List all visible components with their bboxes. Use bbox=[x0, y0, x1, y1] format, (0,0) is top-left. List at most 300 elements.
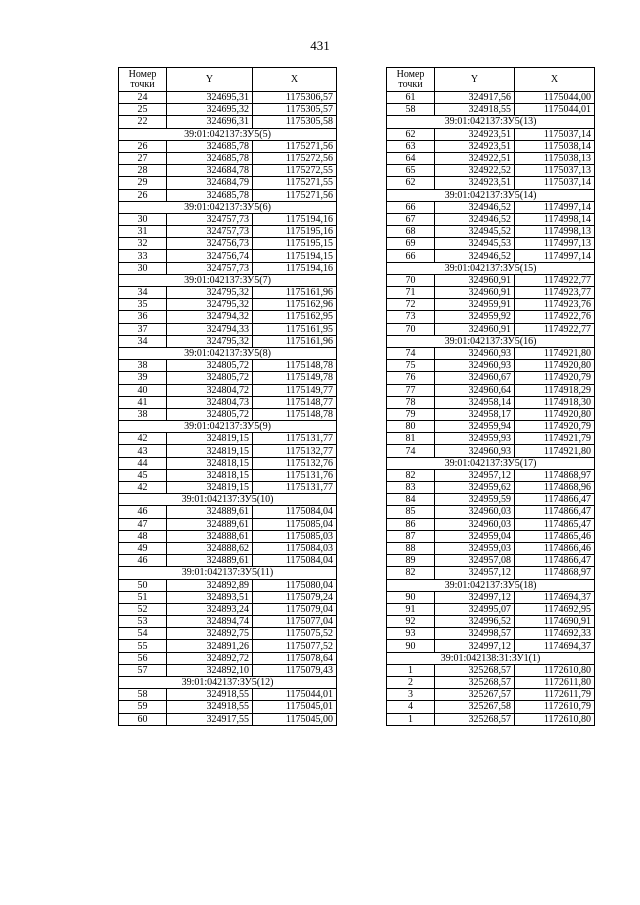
table-row bbox=[119, 628, 337, 640]
x-coordinate-cell: 1174866,47 bbox=[515, 506, 595, 518]
table-row bbox=[387, 165, 595, 177]
section-row bbox=[387, 262, 595, 274]
x-coordinate-cell: 1175044,00 bbox=[515, 92, 595, 104]
table-row bbox=[119, 482, 337, 494]
point-number-cell: 75 bbox=[387, 360, 435, 372]
point-number-cell: 56 bbox=[119, 652, 167, 664]
y-coordinate-cell: 324794,33 bbox=[167, 323, 253, 335]
table-row bbox=[387, 384, 595, 396]
table-row bbox=[119, 591, 337, 603]
y-coordinate-cell: 324946,52 bbox=[435, 213, 515, 225]
point-number-cell: 24 bbox=[119, 92, 167, 104]
y-coordinate-cell: 324696,31 bbox=[167, 116, 253, 128]
y-coordinate-cell: 324804,72 bbox=[167, 384, 253, 396]
section-row bbox=[119, 201, 337, 213]
x-coordinate-cell: 1175079,24 bbox=[253, 591, 337, 603]
y-coordinate-cell: 324957,12 bbox=[435, 469, 515, 481]
table-row bbox=[387, 482, 595, 494]
point-number-cell: 68 bbox=[387, 226, 435, 238]
x-coordinate-cell: 1175084,03 bbox=[253, 542, 337, 554]
x-coordinate-cell: 1174918,30 bbox=[515, 396, 595, 408]
header-y: Y bbox=[167, 68, 253, 92]
y-coordinate-cell: 324695,31 bbox=[167, 92, 253, 104]
y-coordinate-cell: 324756,73 bbox=[167, 238, 253, 250]
x-coordinate-cell: 1175084,04 bbox=[253, 506, 337, 518]
point-number-cell: 59 bbox=[119, 701, 167, 713]
y-coordinate-cell: 324923,51 bbox=[435, 177, 515, 189]
x-coordinate-cell: 1174921,80 bbox=[515, 445, 595, 457]
table-row bbox=[119, 213, 337, 225]
y-coordinate-cell: 324960,91 bbox=[435, 287, 515, 299]
y-coordinate-cell: 324960,03 bbox=[435, 518, 515, 530]
point-number-cell: 25 bbox=[119, 104, 167, 116]
point-number-cell: 62 bbox=[387, 128, 435, 140]
section-row bbox=[387, 116, 595, 128]
x-coordinate-cell: 1174923,77 bbox=[515, 287, 595, 299]
point-number-cell: 60 bbox=[119, 713, 167, 725]
point-number-cell: 26 bbox=[119, 140, 167, 152]
y-coordinate-cell: 324960,93 bbox=[435, 347, 515, 359]
y-coordinate-cell: 324923,51 bbox=[435, 128, 515, 140]
x-coordinate-cell: 1175085,04 bbox=[253, 518, 337, 530]
y-coordinate-cell: 324795,32 bbox=[167, 299, 253, 311]
y-coordinate-cell: 324684,79 bbox=[167, 177, 253, 189]
point-number-cell: 77 bbox=[387, 384, 435, 396]
x-coordinate-cell: 1172610,79 bbox=[515, 701, 595, 713]
y-coordinate-cell: 324889,61 bbox=[167, 555, 253, 567]
y-coordinate-cell: 324757,73 bbox=[167, 262, 253, 274]
x-coordinate-cell: 1174920,80 bbox=[515, 360, 595, 372]
y-coordinate-cell: 324918,55 bbox=[167, 689, 253, 701]
table-row bbox=[119, 396, 337, 408]
parcel-section-label: 39:01:042137:ЗУ5(12) bbox=[119, 677, 337, 689]
y-coordinate-cell: 324917,55 bbox=[167, 713, 253, 725]
y-coordinate-cell: 324818,15 bbox=[167, 457, 253, 469]
y-coordinate-cell: 324960,64 bbox=[435, 384, 515, 396]
point-number-cell: 53 bbox=[119, 616, 167, 628]
section-row bbox=[387, 579, 595, 591]
table-row bbox=[119, 299, 337, 311]
point-number-cell: 3 bbox=[387, 689, 435, 701]
table-row bbox=[387, 360, 595, 372]
table-row bbox=[119, 506, 337, 518]
x-coordinate-cell: 1174868,97 bbox=[515, 469, 595, 481]
y-coordinate-cell: 324997,12 bbox=[435, 640, 515, 652]
x-coordinate-cell: 1175078,64 bbox=[253, 652, 337, 664]
point-number-cell: 83 bbox=[387, 482, 435, 494]
y-coordinate-cell: 324997,12 bbox=[435, 591, 515, 603]
x-coordinate-cell: 1174997,14 bbox=[515, 201, 595, 213]
y-coordinate-cell: 324945,53 bbox=[435, 238, 515, 250]
table-row bbox=[119, 311, 337, 323]
table-row bbox=[387, 177, 595, 189]
x-coordinate-cell: 1174921,80 bbox=[515, 347, 595, 359]
y-coordinate-cell: 324960,93 bbox=[435, 360, 515, 372]
y-coordinate-cell: 324892,10 bbox=[167, 664, 253, 676]
point-number-cell: 40 bbox=[119, 384, 167, 396]
section-row bbox=[119, 347, 337, 359]
point-number-cell: 41 bbox=[119, 396, 167, 408]
y-coordinate-cell: 324957,08 bbox=[435, 555, 515, 567]
table-row bbox=[387, 238, 595, 250]
table-row bbox=[119, 603, 337, 615]
x-coordinate-cell: 1175194,16 bbox=[253, 213, 337, 225]
y-coordinate-cell: 324819,15 bbox=[167, 433, 253, 445]
point-number-cell: 22 bbox=[119, 116, 167, 128]
table-row bbox=[119, 555, 337, 567]
x-coordinate-cell: 1175272,56 bbox=[253, 152, 337, 164]
x-coordinate-cell: 1175037,13 bbox=[515, 165, 595, 177]
point-number-cell: 76 bbox=[387, 372, 435, 384]
point-number-cell: 89 bbox=[387, 555, 435, 567]
x-coordinate-cell: 1175044,01 bbox=[515, 104, 595, 116]
y-coordinate-cell: 324959,04 bbox=[435, 530, 515, 542]
point-number-cell: 85 bbox=[387, 506, 435, 518]
table-row bbox=[387, 494, 595, 506]
x-coordinate-cell: 1175161,96 bbox=[253, 287, 337, 299]
parcel-section-label: 39:01:042137:ЗУ5(10) bbox=[119, 494, 337, 506]
point-number-cell: 90 bbox=[387, 640, 435, 652]
table-row bbox=[387, 201, 595, 213]
y-coordinate-cell: 324819,15 bbox=[167, 445, 253, 457]
table-row bbox=[119, 104, 337, 116]
x-coordinate-cell: 1175084,04 bbox=[253, 555, 337, 567]
table-row bbox=[387, 226, 595, 238]
table-row bbox=[119, 360, 337, 372]
point-number-cell: 67 bbox=[387, 213, 435, 225]
y-coordinate-cell: 324888,61 bbox=[167, 530, 253, 542]
point-number-cell: 28 bbox=[119, 165, 167, 177]
table-row bbox=[119, 713, 337, 725]
point-number-cell: 51 bbox=[119, 591, 167, 603]
table-row bbox=[387, 689, 595, 701]
x-coordinate-cell: 1175271,55 bbox=[253, 177, 337, 189]
table-row bbox=[387, 664, 595, 676]
table-row bbox=[387, 445, 595, 457]
y-coordinate-cell: 324757,73 bbox=[167, 213, 253, 225]
y-coordinate-cell: 324819,15 bbox=[167, 482, 253, 494]
point-number-cell: 82 bbox=[387, 469, 435, 481]
section-row bbox=[119, 274, 337, 286]
y-coordinate-cell: 324960,93 bbox=[435, 445, 515, 457]
table-row bbox=[119, 384, 337, 396]
x-coordinate-cell: 1174866,46 bbox=[515, 542, 595, 554]
table-row bbox=[119, 701, 337, 713]
point-number-cell: 90 bbox=[387, 591, 435, 603]
table-row bbox=[387, 250, 595, 262]
table-row bbox=[119, 226, 337, 238]
header-y: Y bbox=[435, 68, 515, 92]
table-row bbox=[119, 189, 337, 201]
y-coordinate-cell: 324805,72 bbox=[167, 408, 253, 420]
x-coordinate-cell: 1175131,77 bbox=[253, 482, 337, 494]
x-coordinate-cell: 1175305,58 bbox=[253, 116, 337, 128]
y-coordinate-cell: 324888,62 bbox=[167, 542, 253, 554]
table-row bbox=[387, 128, 595, 140]
y-coordinate-cell: 324892,72 bbox=[167, 652, 253, 664]
x-coordinate-cell: 1175305,57 bbox=[253, 104, 337, 116]
x-coordinate-cell: 1175132,76 bbox=[253, 457, 337, 469]
table-row bbox=[119, 616, 337, 628]
table-row bbox=[387, 152, 595, 164]
point-number-cell: 29 bbox=[119, 177, 167, 189]
x-coordinate-cell: 1175131,77 bbox=[253, 433, 337, 445]
point-number-cell: 1 bbox=[387, 664, 435, 676]
point-number-cell: 70 bbox=[387, 323, 435, 335]
x-coordinate-cell: 1175148,77 bbox=[253, 396, 337, 408]
table-row bbox=[387, 530, 595, 542]
table-row bbox=[119, 652, 337, 664]
point-number-cell: 42 bbox=[119, 433, 167, 445]
point-number-cell: 1 bbox=[387, 713, 435, 725]
x-coordinate-cell: 1174922,77 bbox=[515, 323, 595, 335]
x-coordinate-cell: 1174868,97 bbox=[515, 567, 595, 579]
table-row bbox=[119, 152, 337, 164]
x-coordinate-cell: 1174998,13 bbox=[515, 226, 595, 238]
x-coordinate-cell: 1175045,00 bbox=[253, 713, 337, 725]
y-coordinate-cell: 324684,78 bbox=[167, 165, 253, 177]
table-row bbox=[387, 287, 595, 299]
y-coordinate-cell: 324960,91 bbox=[435, 274, 515, 286]
point-number-cell: 57 bbox=[119, 664, 167, 676]
table-row bbox=[387, 713, 595, 725]
y-coordinate-cell: 324695,32 bbox=[167, 104, 253, 116]
point-number-cell: 58 bbox=[119, 689, 167, 701]
y-coordinate-cell: 324685,78 bbox=[167, 152, 253, 164]
table-row bbox=[119, 664, 337, 676]
table-row bbox=[119, 445, 337, 457]
table-row bbox=[119, 165, 337, 177]
y-coordinate-cell: 324959,59 bbox=[435, 494, 515, 506]
section-row bbox=[387, 335, 595, 347]
point-number-cell: 86 bbox=[387, 518, 435, 530]
point-number-cell: 55 bbox=[119, 640, 167, 652]
y-coordinate-cell: 324959,94 bbox=[435, 421, 515, 433]
point-number-cell: 69 bbox=[387, 238, 435, 250]
section-row bbox=[119, 567, 337, 579]
table-row bbox=[387, 347, 595, 359]
point-number-cell: 36 bbox=[119, 311, 167, 323]
y-coordinate-cell: 324756,74 bbox=[167, 250, 253, 262]
table-row bbox=[119, 116, 337, 128]
y-coordinate-cell: 324891,26 bbox=[167, 640, 253, 652]
point-number-cell: 66 bbox=[387, 250, 435, 262]
y-coordinate-cell: 324685,78 bbox=[167, 189, 253, 201]
table-row bbox=[387, 677, 595, 689]
x-coordinate-cell: 1175195,15 bbox=[253, 238, 337, 250]
parcel-section-label: 39:01:042137:ЗУ5(9) bbox=[119, 421, 337, 433]
point-number-cell: 63 bbox=[387, 140, 435, 152]
y-coordinate-cell: 324818,15 bbox=[167, 469, 253, 481]
point-number-cell: 48 bbox=[119, 530, 167, 542]
y-coordinate-cell: 324957,12 bbox=[435, 567, 515, 579]
table-row bbox=[119, 689, 337, 701]
table-row bbox=[119, 530, 337, 542]
coordinates-table-left bbox=[118, 67, 337, 726]
point-number-cell: 44 bbox=[119, 457, 167, 469]
x-coordinate-cell: 1175161,95 bbox=[253, 323, 337, 335]
table-row bbox=[387, 567, 595, 579]
point-number-cell: 79 bbox=[387, 408, 435, 420]
point-number-cell: 42 bbox=[119, 482, 167, 494]
x-coordinate-cell: 1175085,03 bbox=[253, 530, 337, 542]
y-coordinate-cell: 324894,74 bbox=[167, 616, 253, 628]
table-row bbox=[387, 421, 595, 433]
y-coordinate-cell: 325268,57 bbox=[435, 664, 515, 676]
x-coordinate-cell: 1175037,14 bbox=[515, 177, 595, 189]
table-row bbox=[119, 335, 337, 347]
y-coordinate-cell: 324889,61 bbox=[167, 518, 253, 530]
table-row bbox=[119, 287, 337, 299]
y-coordinate-cell: 324795,32 bbox=[167, 335, 253, 347]
point-number-cell: 78 bbox=[387, 396, 435, 408]
y-coordinate-cell: 324918,55 bbox=[435, 104, 515, 116]
header-point-number: Номер точки bbox=[387, 68, 435, 92]
point-number-cell: 50 bbox=[119, 579, 167, 591]
point-number-cell: 34 bbox=[119, 335, 167, 347]
x-coordinate-cell: 1175045,01 bbox=[253, 701, 337, 713]
y-coordinate-cell: 324960,91 bbox=[435, 323, 515, 335]
point-number-cell: 62 bbox=[387, 177, 435, 189]
point-number-cell: 84 bbox=[387, 494, 435, 506]
y-coordinate-cell: 324805,72 bbox=[167, 360, 253, 372]
x-coordinate-cell: 1175272,55 bbox=[253, 165, 337, 177]
y-coordinate-cell: 324959,91 bbox=[435, 299, 515, 311]
point-number-cell: 30 bbox=[119, 262, 167, 274]
parcel-section-label: 39:01:042137:ЗУ5(8) bbox=[119, 347, 337, 359]
x-coordinate-cell: 1174865,46 bbox=[515, 530, 595, 542]
x-coordinate-cell: 1174694,37 bbox=[515, 640, 595, 652]
table-row bbox=[119, 408, 337, 420]
x-coordinate-cell: 1175131,76 bbox=[253, 469, 337, 481]
y-coordinate-cell: 324946,52 bbox=[435, 250, 515, 262]
table-row bbox=[387, 274, 595, 286]
table-row bbox=[387, 469, 595, 481]
table-row bbox=[387, 603, 595, 615]
header-x: X bbox=[253, 68, 337, 92]
point-number-cell: 61 bbox=[387, 92, 435, 104]
point-number-cell: 32 bbox=[119, 238, 167, 250]
x-coordinate-cell: 1175080,04 bbox=[253, 579, 337, 591]
x-coordinate-cell: 1175075,52 bbox=[253, 628, 337, 640]
parcel-section-label: 39:01:042137:ЗУ5(14) bbox=[387, 189, 595, 201]
point-number-cell: 34 bbox=[119, 287, 167, 299]
x-coordinate-cell: 1175271,56 bbox=[253, 140, 337, 152]
x-coordinate-cell: 1174997,13 bbox=[515, 238, 595, 250]
x-coordinate-cell: 1174918,29 bbox=[515, 384, 595, 396]
point-number-cell: 2 bbox=[387, 677, 435, 689]
section-row bbox=[119, 494, 337, 506]
point-number-cell: 54 bbox=[119, 628, 167, 640]
table-row bbox=[119, 262, 337, 274]
point-number-cell: 35 bbox=[119, 299, 167, 311]
table-header-row bbox=[119, 68, 337, 92]
header-x: X bbox=[515, 68, 595, 92]
point-number-cell: 93 bbox=[387, 628, 435, 640]
y-coordinate-cell: 324889,61 bbox=[167, 506, 253, 518]
table-row bbox=[119, 238, 337, 250]
x-coordinate-cell: 1174866,47 bbox=[515, 494, 595, 506]
point-number-cell: 4 bbox=[387, 701, 435, 713]
x-coordinate-cell: 1175149,78 bbox=[253, 372, 337, 384]
point-number-cell: 27 bbox=[119, 152, 167, 164]
point-number-cell: 46 bbox=[119, 555, 167, 567]
y-coordinate-cell: 324892,75 bbox=[167, 628, 253, 640]
y-coordinate-cell: 324958,17 bbox=[435, 408, 515, 420]
table-row bbox=[119, 372, 337, 384]
table-row bbox=[387, 299, 595, 311]
y-coordinate-cell: 324892,89 bbox=[167, 579, 253, 591]
point-number-cell: 70 bbox=[387, 274, 435, 286]
section-row bbox=[387, 457, 595, 469]
y-coordinate-cell: 324893,51 bbox=[167, 591, 253, 603]
y-coordinate-cell: 324959,03 bbox=[435, 542, 515, 554]
x-coordinate-cell: 1175161,96 bbox=[253, 335, 337, 347]
y-coordinate-cell: 324946,52 bbox=[435, 201, 515, 213]
point-number-cell: 58 bbox=[387, 104, 435, 116]
table-row bbox=[387, 518, 595, 530]
table-row bbox=[119, 140, 337, 152]
x-coordinate-cell: 1175271,56 bbox=[253, 189, 337, 201]
section-row bbox=[387, 652, 595, 664]
x-coordinate-cell: 1174998,14 bbox=[515, 213, 595, 225]
x-coordinate-cell: 1174920,79 bbox=[515, 421, 595, 433]
y-coordinate-cell: 324959,92 bbox=[435, 311, 515, 323]
x-coordinate-cell: 1175195,16 bbox=[253, 226, 337, 238]
point-number-cell: 66 bbox=[387, 201, 435, 213]
parcel-section-label: 39:01:042137:ЗУ5(11) bbox=[119, 567, 337, 579]
point-number-cell: 91 bbox=[387, 603, 435, 615]
y-coordinate-cell: 324959,62 bbox=[435, 482, 515, 494]
x-coordinate-cell: 1174868,96 bbox=[515, 482, 595, 494]
y-coordinate-cell: 324805,72 bbox=[167, 372, 253, 384]
point-number-cell: 64 bbox=[387, 152, 435, 164]
table-row bbox=[387, 506, 595, 518]
x-coordinate-cell: 1174865,47 bbox=[515, 518, 595, 530]
parcel-section-label: 39:01:042138:31:ЗУ1(1) bbox=[387, 652, 595, 664]
point-number-cell: 46 bbox=[119, 506, 167, 518]
table-row bbox=[387, 701, 595, 713]
x-coordinate-cell: 1174690,91 bbox=[515, 616, 595, 628]
section-row bbox=[119, 421, 337, 433]
point-number-cell: 82 bbox=[387, 567, 435, 579]
parcel-section-label: 39:01:042137:ЗУ5(5) bbox=[119, 128, 337, 140]
point-number-cell: 52 bbox=[119, 603, 167, 615]
y-coordinate-cell: 325268,57 bbox=[435, 677, 515, 689]
table-row bbox=[387, 433, 595, 445]
x-coordinate-cell: 1174921,79 bbox=[515, 433, 595, 445]
point-number-cell: 74 bbox=[387, 445, 435, 457]
table-row bbox=[119, 579, 337, 591]
y-coordinate-cell: 324960,67 bbox=[435, 372, 515, 384]
point-number-cell: 39 bbox=[119, 372, 167, 384]
x-coordinate-cell: 1175038,13 bbox=[515, 152, 595, 164]
table-row bbox=[119, 323, 337, 335]
table-row bbox=[119, 250, 337, 262]
x-coordinate-cell: 1175079,43 bbox=[253, 664, 337, 676]
table-row bbox=[119, 640, 337, 652]
y-coordinate-cell: 324795,32 bbox=[167, 287, 253, 299]
point-number-cell: 37 bbox=[119, 323, 167, 335]
x-coordinate-cell: 1174866,47 bbox=[515, 555, 595, 567]
x-coordinate-cell: 1174694,37 bbox=[515, 591, 595, 603]
x-coordinate-cell: 1172611,79 bbox=[515, 689, 595, 701]
table-row bbox=[387, 213, 595, 225]
x-coordinate-cell: 1175044,01 bbox=[253, 689, 337, 701]
table-row bbox=[387, 396, 595, 408]
point-number-cell: 33 bbox=[119, 250, 167, 262]
y-coordinate-cell: 324958,14 bbox=[435, 396, 515, 408]
